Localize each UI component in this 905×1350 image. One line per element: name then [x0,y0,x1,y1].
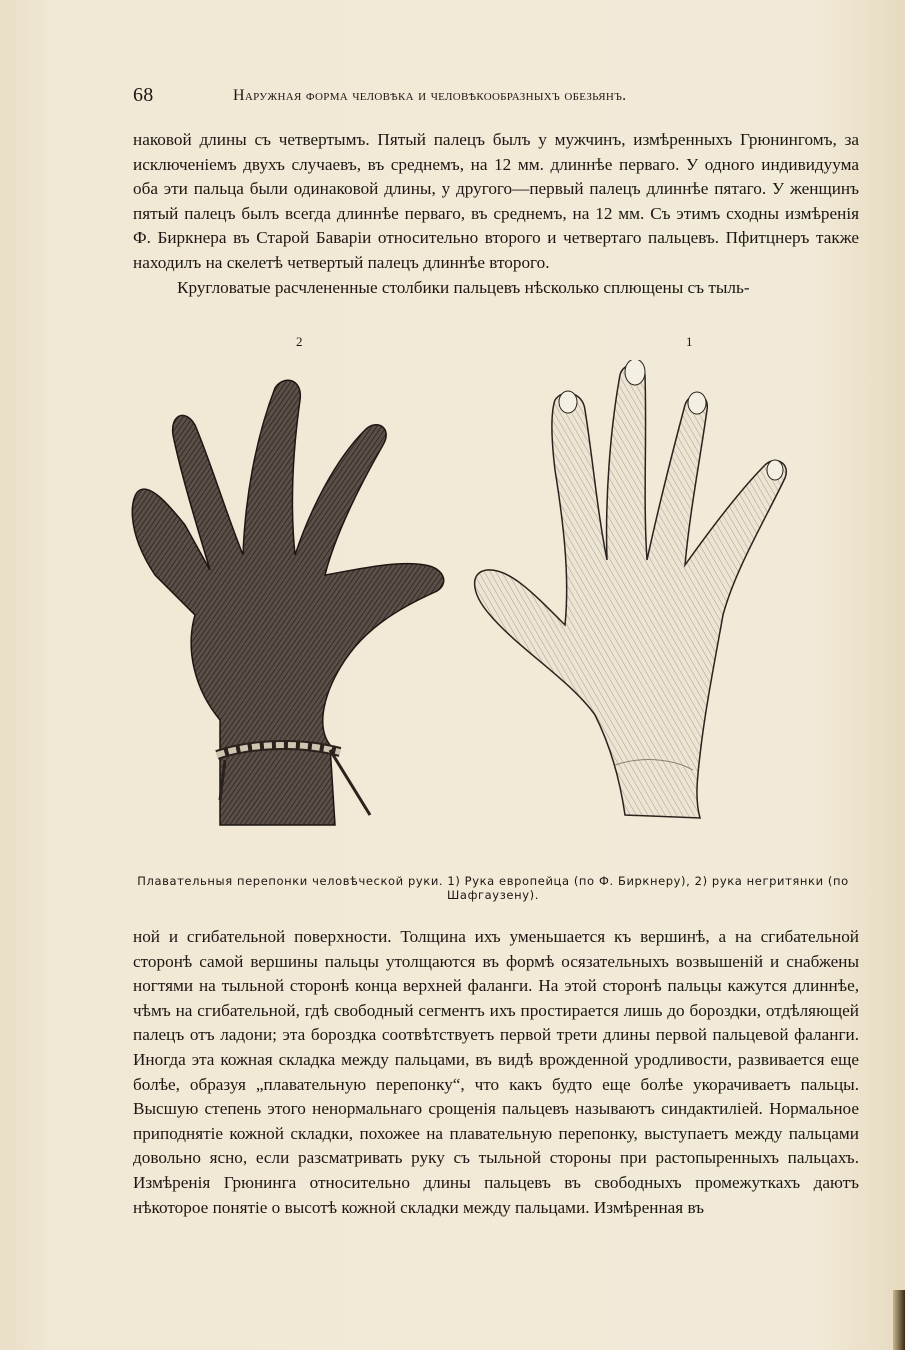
figure-label-left: 2 [296,334,303,349]
bottom-text-block [133,925,859,1220]
running-title: Наружная форма человѣка и человѣкообразныхъ обезьянъ. [233,87,627,104]
top-text-block [133,128,859,300]
figure-label-right: 1 [686,334,693,349]
hands-illustration [125,360,870,860]
dark-hand-figure-2 [132,380,443,825]
book-spine-shadow [893,1290,905,1350]
paragraph: ной и сгибательной поверхности. Толщина ихъ уменьшается къ вершинѣ, а на сгибательной сторонѣ самой вершины пальцы утолщаются въ формѣ осязательныхъ возвышеній и снабжены ногтями на тыльной сторонѣ конца верхней фаланги. На этой сторонѣ пальцы кажутся длиннѣе, чѣмъ на сгибательной, гдѣ свободный сегментъ ихъ простирается лишь до бороздки, отдѣляющей палецъ отъ ладони; эта бороздка соотвѣтствуетъ первой трети длины первой пальцевой фаланги. Иногда эта кожная складка между пальцами, въ видѣ врожденной уродливости, развивается еще болѣе, образуя „плавательную перепонку“, что какъ будто еще болѣе укорачиваетъ пальцы. Высшую степень этого ненормальнаго срощенія пальцевъ называютъ синдактиліей. Нормальное приподнятіе кожной складки, похожее на плавательную перепонку, выступаетъ между пальцами довольно ясно, если разсматривать руку съ тыльной стороны при растопыренныхъ пальцахъ. Измѣренія Грюнинга относительно длины пальцевъ въ свободныхъ промежуткахъ даютъ нѣкоторое понятіе о высотѣ кожной складки между пальцами. Измѣренная въ [133,927,859,1217]
light-hand-figure-1 [475,360,787,818]
paragraph: наковой длины съ четвертымъ. Пятый палецъ былъ у мужчинъ, измѣренныхъ Грюнингомъ, за исключеніемъ двухъ случаевъ, въ среднемъ, на 12 мм. длиннѣе перваго. У одного индивидуума оба эти пальца были одинаковой длины, у другого—первый палецъ длиннѣе пятаго. У женщинъ пятый палецъ былъ всегда длиннѣе перваго, въ среднемъ, на 12 мм. Съ этимъ сходны измѣренія Ф. Биркнера въ Старой Баваріи относительно второго и четвертаго пальцевъ. Пфитцнеръ также находилъ на скелетѣ четвертый палецъ длиннѣе второго. [133,130,859,272]
page-header [133,84,858,112]
paragraph: Кругловатые расчлененные столбики пальцевъ нѣсколько сплющены съ тыль- [177,277,750,297]
page-number: 68 [133,84,154,106]
figure-caption: Плавательныя перепонки человѣческой руки. 1) Рука европейца (по Ф. Биркнеру), 2) рука негритянки (по Шафгаузену). [137,874,849,902]
